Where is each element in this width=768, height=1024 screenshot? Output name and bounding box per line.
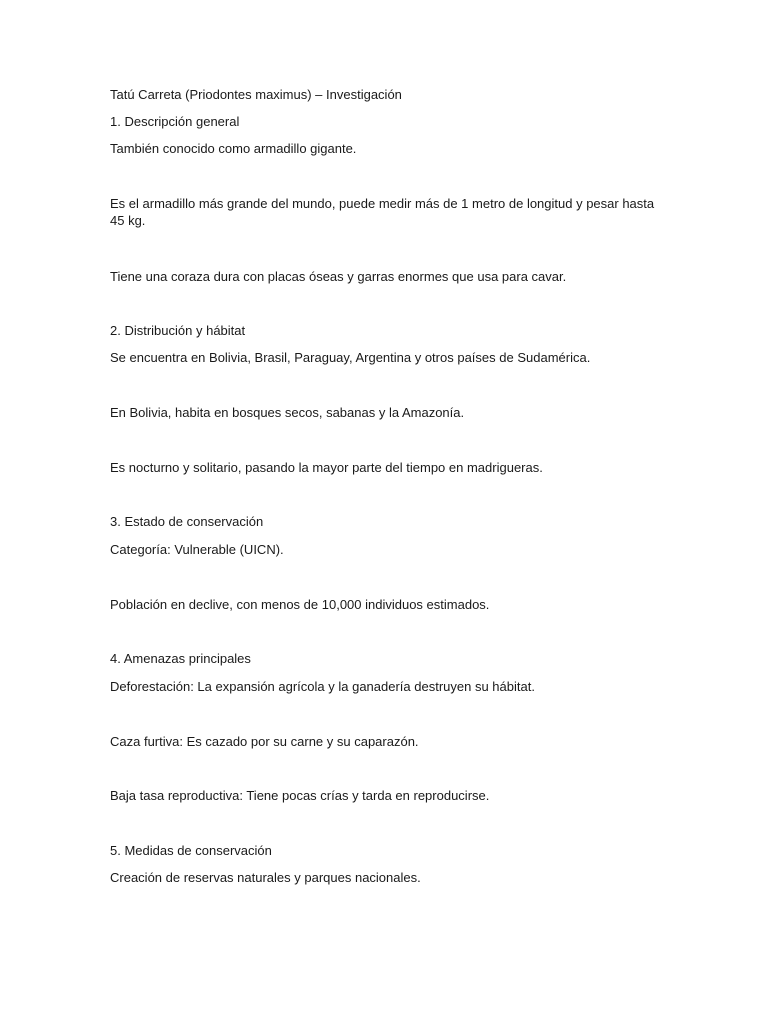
section-heading-4: 4. Amenazas principales: [110, 651, 251, 666]
paragraph: Población en declive, con menos de 10,000 individuos estimados.: [110, 597, 490, 612]
document-title: Tatú Carreta (Priodontes maximus) – Investigación: [110, 87, 402, 102]
section-heading-5: 5. Medidas de conservación: [110, 843, 272, 858]
paragraph: Creación de reservas naturales y parques nacionales.: [110, 870, 421, 885]
paragraph: También conocido como armadillo gigante.: [110, 141, 357, 156]
paragraph: Es el armadillo más grande del mundo, puede medir más de 1 metro de longitud y pesar hasta 45 kg.: [110, 196, 655, 228]
section-heading-1: 1. Descripción general: [110, 114, 240, 129]
paragraph: Baja tasa reproductiva: Tiene pocas crías y tarda en reproducirse.: [110, 788, 490, 803]
paragraph: Se encuentra en Bolivia, Brasil, Paraguay, Argentina y otros países de Sudamérica.: [110, 350, 591, 365]
paragraph: Tiene una coraza dura con placas óseas y garras enormes que usa para cavar.: [110, 269, 567, 284]
paragraph: En Bolivia, habita en bosques secos, sabanas y la Amazonía.: [110, 405, 465, 420]
section-heading-3: 3. Estado de conservación: [110, 514, 264, 529]
paragraph: Es nocturno y solitario, pasando la mayor parte del tiempo en madrigueras.: [110, 460, 543, 475]
paragraph: Deforestación: La expansión agrícola y la ganadería destruyen su hábitat.: [110, 679, 535, 694]
section-heading-2: 2. Distribución y hábitat: [110, 323, 246, 338]
paragraph: Caza furtiva: Es cazado por su carne y su caparazón.: [110, 734, 419, 749]
paragraph: Categoría: Vulnerable (UICN).: [110, 542, 284, 557]
